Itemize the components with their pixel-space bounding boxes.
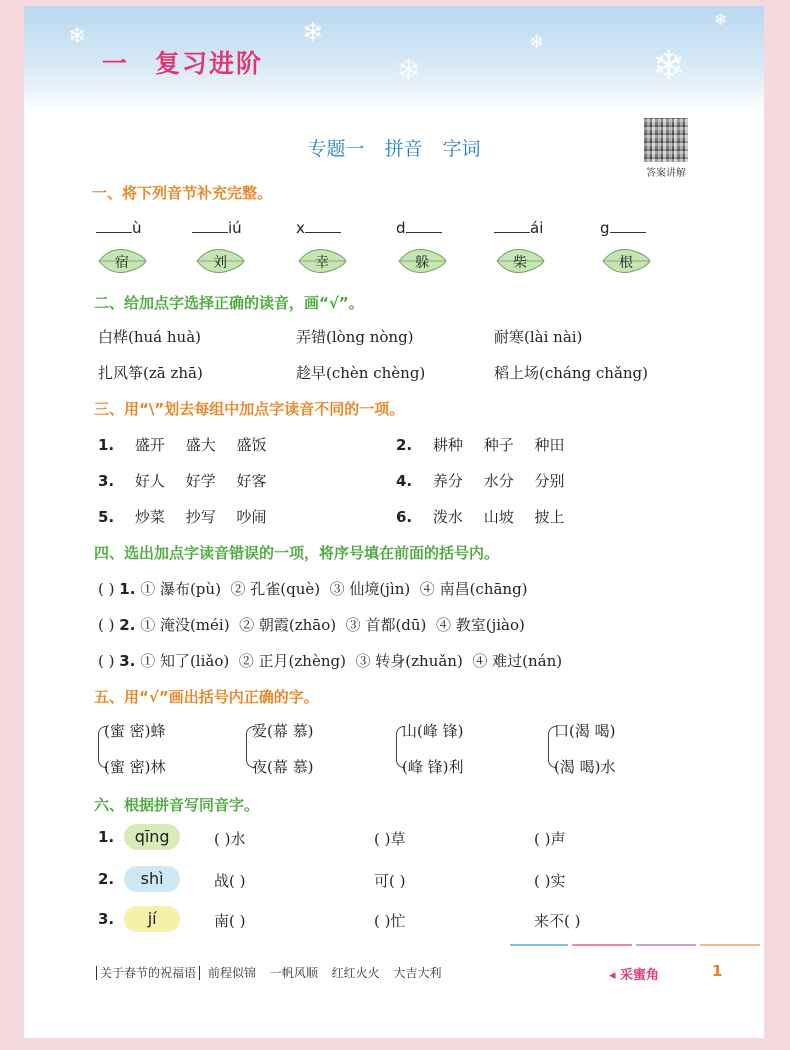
s6-blank: ( )忙 — [374, 912, 406, 930]
s2-item: 弄错(lòng nòng) — [296, 328, 414, 346]
s3-item-6: 6. 泼水 山坡 披上 — [396, 508, 565, 526]
snowflake-icon: ❄ — [529, 32, 545, 53]
footer-rule — [510, 944, 568, 946]
s6-blank: ( )声 — [534, 830, 566, 848]
section-3-title: 三、用“\”划去每组中加点字读音不同的一项。 — [94, 400, 405, 418]
s4-row-3: ( ) 3. ① 知了(liǎo) ② 正月(zhèng) ③ 转身(zhuǎn) ④ 难过(nán) — [98, 652, 563, 670]
leaf-char-5: 柴 — [494, 246, 546, 276]
section-5-title: 五、用“√”画出括号内正确的字。 — [94, 688, 319, 706]
s1-syllable-5: ái — [494, 218, 543, 237]
s1-syllable-4: d — [396, 218, 442, 237]
snowflake-icon: ❄ — [302, 18, 324, 48]
s3-item-5: 5. 炒菜 抄写 吵闹 — [98, 508, 267, 526]
s2-item: 趁早(chèn chèng) — [296, 364, 426, 382]
s4-row-2: ( ) 2. ① 淹没(méi) ② 朝霞(zhāo) ③ 首都(dū) ④ 教室(jiào) — [98, 616, 525, 634]
snowflake-icon: ❄ — [396, 53, 422, 88]
s5-item: (蜜 密)林 — [104, 758, 166, 776]
s5-item: 口(渴 喝) — [554, 722, 616, 740]
s6-row-1: 1. qīng — [98, 824, 180, 850]
topic-title: 专题一 拼音 字词 — [307, 138, 481, 160]
section-1-title: 一、将下列音节补充完整。 — [92, 184, 273, 202]
footer-rule — [572, 944, 632, 946]
s1-syllable-1: ù — [96, 218, 142, 237]
section-4-title: 四、选出加点字读音错误的一项，将序号填在前面的括号内。 — [94, 544, 500, 562]
s5-item: 爱(幕 慕) — [252, 722, 314, 740]
s3-item-1: 1. 盛开 盛大 盛饭 — [98, 436, 267, 454]
s6-blank: 可( ) — [374, 872, 406, 890]
footer-box-label: 关于春节的祝福语 — [96, 966, 200, 980]
s6-blank: ( )草 — [374, 830, 406, 848]
snowflake-icon: ❄ — [714, 10, 728, 29]
pinyin-pill: jí — [124, 906, 180, 932]
leaf-char-6: 根 — [600, 246, 652, 276]
chapter-number: 一 — [102, 49, 130, 78]
s5-item: (峰 锋)利 — [402, 758, 464, 776]
section-6-title: 六、根据拼音写同音字。 — [94, 796, 260, 814]
s6-blank: 战( ) — [214, 872, 246, 890]
s6-blank: ( )实 — [534, 872, 566, 890]
s3-item-3: 3. 好人 好学 好客 — [98, 472, 267, 490]
section-2-title: 二、给加点字选择正确的读音，画“√”。 — [94, 294, 364, 312]
workbook-page — [24, 6, 764, 1038]
s2-item: 白桦(huá huà) — [98, 328, 202, 346]
s6-blank: 来不( ) — [534, 912, 581, 930]
chapter-title — [102, 44, 263, 80]
s1-syllable-3: x — [296, 218, 341, 237]
footer-rule — [700, 944, 760, 946]
s1-syllable-6: g — [600, 218, 646, 237]
chapter-name: 复习进阶 — [155, 49, 264, 78]
s6-row-2: 2. shì — [98, 866, 180, 892]
page-number: 1 — [712, 962, 723, 980]
s6-blank: 南( ) — [214, 912, 246, 930]
leaf-char-3: 幸 — [296, 246, 348, 276]
s2-item: 扎风筝(zā zhā) — [98, 364, 203, 382]
leaf-char-4: 躲 — [396, 246, 448, 276]
s2-item: 耐寒(lài nài) — [494, 328, 583, 346]
leaf-char-2: 刘 — [194, 246, 246, 276]
snowflake-icon: ❄ — [68, 24, 87, 49]
s5-item: 夜(幕 慕) — [252, 758, 314, 776]
corner-label: ◂ 采蜜角 — [609, 968, 660, 983]
s3-item-2: 2. 耕种 种子 种田 — [396, 436, 565, 454]
leaf-char-1: 宿 — [96, 246, 148, 276]
footer-blessings — [96, 964, 441, 981]
pinyin-pill: qīng — [124, 824, 180, 850]
s1-syllable-2: iú — [192, 218, 242, 237]
footer-rule — [636, 944, 696, 946]
s5-item: (渴 喝)水 — [554, 758, 616, 776]
qr-label: 答案讲解 — [646, 168, 686, 179]
s6-row-3: 3. jí — [98, 906, 180, 932]
s6-blank: ( )水 — [214, 830, 246, 848]
pinyin-pill: shì — [124, 866, 180, 892]
s5-item: 山(峰 锋) — [402, 722, 464, 740]
footer-phrases: 前程似锦 一帆风顺 红红火火 大吉大利 — [208, 966, 442, 980]
s2-item: 稻上场(cháng chǎng) — [494, 364, 649, 382]
qr-code-icon[interactable] — [644, 118, 688, 162]
snowflake-icon: ❄ — [652, 43, 686, 89]
s4-row-1: ( ) 1. ① 瀑布(pù) ② 孔雀(què) ③ 仙境(jìn) ④ 南昌(chāng) — [98, 580, 528, 598]
s3-item-4: 4. 养分 水分 分别 — [396, 472, 565, 490]
s5-item: (蜜 密)蜂 — [104, 722, 166, 740]
